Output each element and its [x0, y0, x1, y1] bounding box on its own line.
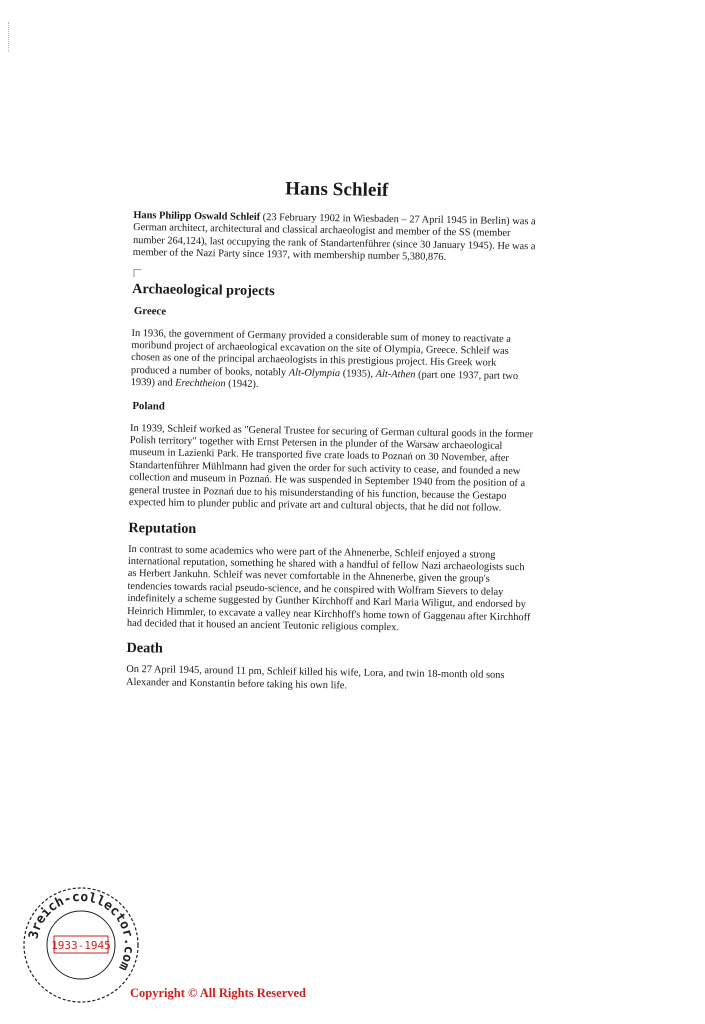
- greece-text-1: In 1936, the government of Germany provided a considerable sum of money to reactivate a moribund project of archaeological excavation on the site of Olympia, Greece. Schleif was chosen as one of the principal archaeologists in this prestigious project. His Greek work produced a number of books, notably: [130, 327, 511, 379]
- greece-paragraph: [131, 328, 538, 396]
- page-title: Hans Schleif: [285, 178, 389, 201]
- greece-text-4: (1942).: [225, 378, 259, 391]
- subsection-heading-poland: Poland: [132, 399, 165, 413]
- poland-paragraph: In 1939, Schleif worked as "General Trustee for securing of German cultural goods in the former Polish territory" together with Ernst Petersen in the plunder of the Warsaw archaeological museum in Lazienki Park. He transported five crate loads to Poznań on 30 November, after Standartenführer Mühlmann had given the order for such activity to cease, and founded a new collection and museum in Poznań. He was suspended in September 1940 from the position of a general trustee in Poznań due to his misunderstanding of his function, because the Gestapo expected him to plunder public and private art and cultural objects, that he did not follow.: [128, 422, 534, 514]
- book-title-alt-athen: Alt-Athen: [375, 368, 416, 381]
- intro-paragraph: [133, 210, 540, 266]
- section-heading-reputation: Reputation: [128, 519, 197, 537]
- intro-text: (23 February 1902 in Wiesbaden – 27 April 1945 in Berlin) was a German architect, architectural and classical archaeologist and member of the SS (member number 264,124), last occupying the rank of Standartenführer (since 30 January 1945). He was a member of the Nazi Party since 1937, with membership number 5,380,876.: [132, 211, 536, 264]
- scan-edge-mark: [8, 22, 12, 52]
- section-heading-archaeological-projects: Archaeological projects: [132, 280, 275, 299]
- death-paragraph: On 27 April 1945, around 11 pm, Schleif killed his wife, Lora, and twin 18-month old sons Alexander and Konstantin before taking his own life.: [125, 664, 505, 692]
- subsection-heading-greece: Greece: [133, 304, 167, 318]
- stamp-center-text: 1933-1945: [51, 939, 111, 952]
- copyright-notice: Copyright © All Rights Reserved: [130, 986, 307, 1000]
- book-title-erechtheion: Erechtheion: [175, 377, 226, 390]
- stamp-ring-text: 3reich-collector.com: [26, 889, 137, 973]
- book-title-alt-olympia: Alt-Olympia: [288, 367, 341, 380]
- reputation-paragraph: In contrast to some academics who were part of the Ahnenerbe, Schleif enjoyed a strong international reputation, something he shared with a handful of fellow Nazi archaeologists such as Herbert Jankuhn. Schleif was never comfortable in the Ahnenerbe, given the group's tendencies towards racial pseudo-science, and he conspired with Wolfram Sievers to delay indefinitely a scheme suggested by Gunther Kirchhoff and Karl Maria Wiligut, and endorsed by Heinrich Himmler, to excavate a valley near Kirchhoff's home town of Gaggenau after Kirchhoff had decided that it housed an ancient Teutonic religious complex.: [126, 543, 531, 634]
- greece-text-2: (1935),: [340, 368, 376, 380]
- collector-stamp-seal: [18, 882, 144, 1008]
- article-body: [126, 176, 540, 695]
- greece-text-3: (part one 1937, part two 1939) and: [130, 369, 519, 389]
- subject-full-name: Hans Philipp Oswald Schleif: [133, 209, 261, 223]
- anchor-icon: [133, 269, 141, 277]
- section-heading-death: Death: [126, 640, 163, 657]
